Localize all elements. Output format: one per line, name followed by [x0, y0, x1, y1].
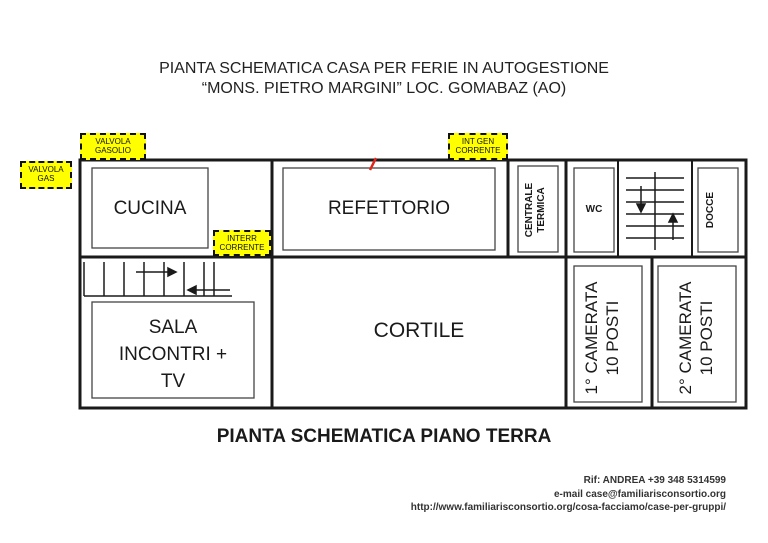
camerata2-line2: 10 POSTI [697, 300, 716, 376]
tag-valvola-gas-line2: GAS [37, 174, 55, 183]
tag-valvola-gasolio [80, 133, 146, 160]
tag-valvola-gasolio-line2: GASOLIO [94, 146, 131, 155]
plan-title-line1: PIANTA SCHEMATICA CASA PER FERIE IN AUTOGESTIONE [159, 60, 609, 77]
tag-valvola-gasolio-line1: VALVOLA [95, 137, 131, 146]
room-cucina-label: CUCINA [113, 198, 187, 219]
tag-int-gen-line2: CORRENTE [455, 146, 501, 155]
centrale-line1: CENTRALE [524, 182, 535, 238]
sala-line1: SALA [148, 317, 198, 338]
room-sala-incontri-label [92, 314, 254, 395]
tag-valvola-gas [20, 161, 72, 189]
camerata1-line2: 10 POSTI [603, 300, 622, 376]
plan-title-line2: “MONS. PIETRO MARGINI” LOC. GOMABAZ (AO) [201, 80, 567, 97]
tag-int-gen-corrente [448, 133, 508, 160]
room-centrale-termica-label [524, 168, 552, 252]
centrale-line2: TERMICA [536, 187, 547, 233]
sala-line2: INCONTRI + [118, 344, 228, 365]
room-camerata2-label [675, 273, 719, 403]
room-cortile-label: CORTILE [373, 319, 465, 342]
camerata1-line1: 1° CAMERATA [582, 281, 601, 395]
room-wc-label: WC [585, 204, 603, 215]
floor-subtitle: PIANTA SCHEMATICA PIANO TERRA [216, 426, 552, 447]
reference-email: e-mail case@familiarisconsortio.org [553, 489, 726, 500]
sala-line3: TV [160, 371, 186, 392]
reference-url[interactable]: http://www.familiarisconsortio.org/cosa-facciamo/case-per-gruppi/ [410, 502, 726, 513]
tag-interr-line1: INTERR [227, 234, 257, 243]
room-camerata1-label [581, 273, 625, 403]
staircase-right [626, 172, 684, 250]
room-refettorio-label: REFETTORIO [327, 198, 451, 219]
tag-interr-corrente [213, 230, 271, 256]
tag-int-gen-line1: INT GEN [461, 137, 495, 146]
tag-interr-line2: CORRENTE [219, 243, 265, 252]
camerata2-line1: 2° CAMERATA [676, 281, 695, 395]
staircase-left [84, 262, 232, 296]
room-docce-label: DOCCE [705, 191, 716, 229]
reference-contact: Rif: ANDREA +39 348 5314599 [583, 475, 726, 486]
tag-valvola-gas-line1: VALVOLA [28, 165, 64, 174]
